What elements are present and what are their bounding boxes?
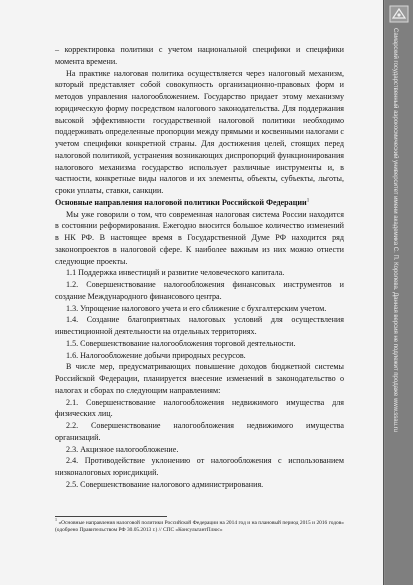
paragraph: 2.2. Совершенствование налогообложения недвижимого имущества организаций. [55,421,344,442]
paragraph: 1.2. Совершенствование налогообложения финансовых инструментов и создание Международного финансового центра. [55,280,344,301]
paragraph: 1.5. Совершенствование налогообложения торговой деятельности. [66,338,296,348]
university-logo-icon [389,5,409,23]
paragraph: Мы уже говорили о том, что современная налоговая система России находится в состоянии реформирования. Ежегодно вносится большое количество изменений в НК РФ. В настоящее время в Государственной Думе РФ находится ряд законопроектов в налоговой сфере. К наиболее важным из них можно отнести следующие проекты. [55,209,344,266]
document-body [55,44,344,491]
watermark-text [391,28,399,432]
paragraph: 2.1. Совершенствование налогообложения недвижимого имущества для физических лиц. [55,397,344,419]
section-heading [55,197,344,209]
footnote-mark: 1 [55,517,57,523]
side-watermark-strip [385,0,413,585]
footnote [55,517,344,534]
paragraph: 1.1 Поддержка инвестиций и развитие человеческого капитала. [66,268,285,278]
paragraph: В числе мер, предусматривающих повышение доходов бюджетной системы Российской Федерации, планируется внесение изменений в законодательство о налогах и сборах по следующим направлениям: [55,362,344,395]
section-heading-text: Основные направления налоговой политики Российской Федерации [55,197,307,207]
footnote-text: «Основные направления налоговой политики Российской Федерации на 2014 год и на плановый период 2015 и 2016 годов» (одобрено Правительством РФ 30.05.2013 г.) // СПС «КонсультантПлюс» [55,520,344,534]
paragraph: 1.4. Создание благоприятных налоговых условий для осуществления инвестиционной деятельности на отдельных территориях. [55,315,344,336]
footnote-ref: 1 [306,198,310,204]
paragraph: 2.4. Противодействие уклонению от налогообложения с использованием низконалоговых юрисдикций. [55,456,344,477]
watermark-url: www.ssau.ru [392,397,398,432]
paragraph: 1.6. Налогообложение добычи природных ресурсов. [66,350,246,360]
watermark-line: Самарский государственный аэрокосмический университет имени академика С. П. Королева. Данная версия не подлежит продаже [392,28,398,397]
paragraph: 2.5. Совершенствование налогового администрирования. [66,479,264,489]
footnote-divider [55,516,167,517]
paragraph: – корректировка политики с учетом национальной специфики и специфики момента времени. [55,45,344,66]
paragraph: 1.3. Упрощение налогового учета и его сближение с бухгалтерским учетом. [66,303,327,313]
paragraph: На практике налоговая политика осуществляется через налоговый механизм, который представляет собой совокупность организационно-правовых форм и методов управления налогообложением. Государство придает этому механизму юридическую форму посредством налогового законодательства. Для поддержания высокой эффективности государственной налоговой политики необходимо поддерживать определенные пропорции между прямыми и косвенными налогами с учетом специфики конкретной страны. Для достижения целей, стоящих перед налоговой политикой, устранения возникающих диспропорций функционирования налогового механизма государство использует различные инструменты и, в частности, конкретные виды налогов и их элементы, объекты, субъекты, льготы, сроки уплаты, ставки, санкции. [55,68,344,195]
paragraph: 2.3. Акцизное налогообложение. [66,444,179,454]
